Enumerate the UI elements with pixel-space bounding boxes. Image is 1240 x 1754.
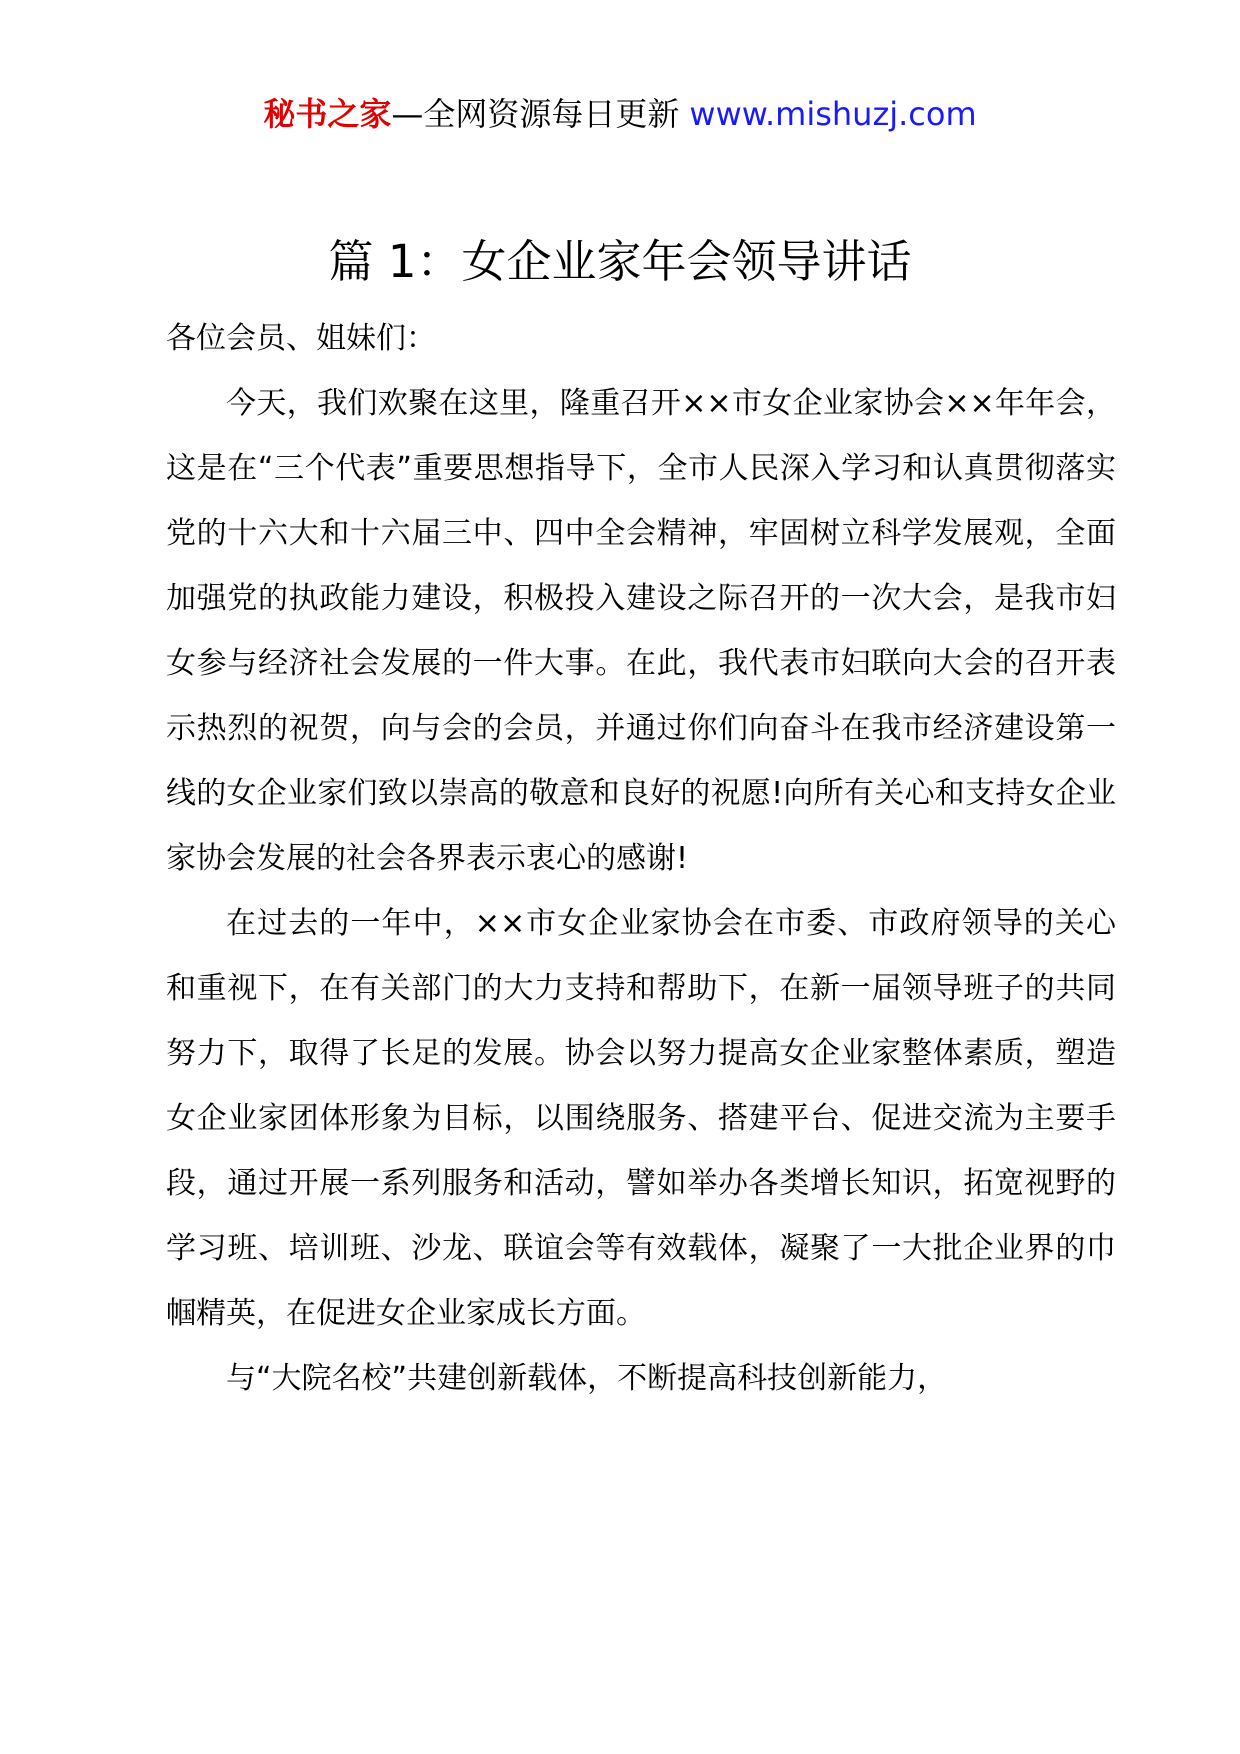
brand-name: 秘书之家 bbox=[263, 95, 392, 133]
paragraph-3: 与“大院名校”共建创新载体，不断提高科技创新能力， bbox=[226, 1361, 948, 1396]
greeting: 各位会员、姐妹们： bbox=[166, 321, 436, 356]
header-tagline: —全网资源每日更新 bbox=[391, 95, 680, 133]
document-body bbox=[166, 306, 1116, 1411]
paragraph-1: 今天，我们欢聚在这里，隆重召开××市女企业家协会××年年会，这是在“三个代表”重要思想指导下，全市人民深入学习和认真贯彻落实党的十六大和十六届三中、四中全会精神，牢固树立科学发展观，全面加强党的执政能力建设，积极投入建设之际召开的一次大会，是我市妇女参与经济社会发展的一件大事。在此，我代表市妇联向大会的召开表示热烈的祝贺，向与会的会员，并通过你们向奋斗在我市经济建设第一线的女企业家们致以崇高的敬意和良好的祝愿!向所有关心和支持女企业家协会发展的社会各界表示衷心的感谢! bbox=[166, 386, 1116, 876]
paragraph-2: 在过去的一年中，××市女企业家协会在市委、市政府领导的关心和重视下，在有关部门的大力支持和帮助下，在新一届领导班子的共同努力下，取得了长足的发展。协会以努力提高女企业家整体素质，塑造女企业家团体形象为目标，以围绕服务、搭建平台、促进交流为主要手段，通过开展一系列服务和活动，譬如举办各类增长知识，拓宽视野的学习班、培训班、沙龙、联谊会等有效载体，凝聚了一大批企业界的巾帼精英，在促进女企业家成长方面。 bbox=[166, 906, 1116, 1331]
document-title: 篇 1：女企业家年会领导讲话 bbox=[328, 235, 912, 288]
site-header bbox=[0, 94, 1240, 134]
site-url: www.mishuzj.com bbox=[689, 95, 977, 133]
